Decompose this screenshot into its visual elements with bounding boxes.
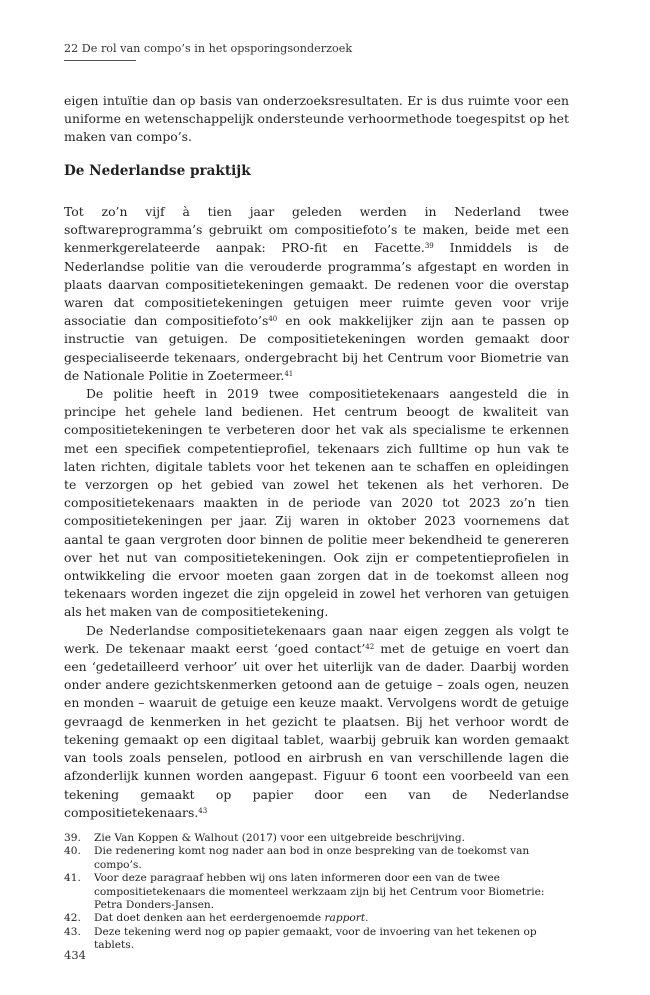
p3-text-b: met de getuige en voert dan een ‘gedetailleerd verhoor’ uit over het uiterlijk van de dader. Daarbij worden onder andere gezichtskenmerken getoond aan de getuige – zoals ogen, neuzen en monden – waaruit de getuige een keuze maakt. Vervolgens wordt de getuige gevraagd de kenmerken in het gezicht te plaatsen. Bij het verhoor wordt de tekening gemaakt op een digitaal tablet, waarbij gebruik kan worden gemaakt van tools zoals penselen, potlood en airbrush en van verschillende lagen die afzonderlijk kunnen worden aangepast. Figuur 6 toont een voorbeeld van een tekening gemaakt op papier door een van de Nederlandse compositietekenaars. (64, 640, 569, 820)
footnote-item (64, 912, 569, 925)
footnote-item (64, 832, 569, 845)
footnote-ref-41[interactable]: 41 (284, 369, 294, 378)
intro-paragraph-block (64, 92, 569, 147)
intro-paragraph: eigen intuïtie dan op basis van onderzoeksresultaten. Er is dus ruimte voor een uniforme en wetenschappelijk ondersteunde verhoormethode toegespitst op het maken van compo’s. (64, 93, 569, 145)
running-head-text: 22 De rol van compo’s in het opsporingsonderzoek (64, 42, 353, 55)
footnote-ref-43[interactable]: 43 (198, 806, 208, 815)
footnote-text-before: Dat doet denken aan het eerdergenoemde (94, 912, 325, 925)
footnote-item (64, 926, 569, 953)
footnote-text: Die redenering komt nog nader aan bod in onze bespreking van de toekomst van compo’s. (94, 845, 530, 871)
running-head-rule (64, 60, 136, 61)
footnote-text: Voor deze paragraaf hebben wij ons laten informeren door een van de twee compositietekenaars die momenteel werkzaam zijn bij het Centrum voor Biometrie: Petra Donders-Jansen. (94, 872, 545, 912)
section-title: De Nederlandse praktijk (64, 163, 251, 179)
footnote-number: 42. (64, 912, 81, 925)
p1-text-b: Inmiddels is de Nederlandse politie van die verouderde programma’s afgestapt en worden in plaats daarvan compositietekeningen gemaakt. De redenen voor die overstap waren dat compositietekeningen getuigen meer ruimte geven voor vrije associatie dan compositiefoto’s (64, 240, 569, 329)
footnote-number: 43. (64, 925, 81, 938)
footnote-item (64, 845, 569, 872)
running-head (64, 42, 564, 55)
paragraph-3 (64, 622, 569, 822)
footnote-text-after: . (365, 912, 369, 925)
p1-text-a: Tot zo’n vijf à tien jaar geleden werden in Nederland twee softwareprogramma’s gebruikt om compositiefoto’s te maken, beide met een kenmerkgerelateerde aanpak: PRO-fit en Facette. (64, 204, 569, 256)
footnote-ref-42[interactable]: 42 (365, 642, 375, 651)
p1-text-c: en ook makkelijker zijn aan te passen op instructie van getuigen. De compositietekeningen worden gemaakt door gespecialiseerde tekenaars, ondergebracht bij het Centrum voor Biometrie van de Nationale Politie in Zoetermeer. (64, 313, 569, 383)
footnote-number: 41. (64, 872, 81, 885)
p3-text-a: De Nederlandse compositietekenaars gaan naar eigen zeggen als volgt te werk. De tekenaar maakt eerst ‘goed contact’ (64, 622, 569, 656)
paragraph-1 (64, 203, 569, 385)
footnote-number: 40. (64, 845, 81, 858)
footnotes (64, 832, 569, 953)
footnote-text (94, 912, 569, 925)
footnote-text-italic: rapport (324, 912, 366, 925)
footnote-ref-39[interactable]: 39 (424, 242, 434, 251)
footnote-text: Deze tekening werd nog op papier gemaakt, voor de invoering van het tekenen op tablets. (94, 925, 537, 952)
footnote-item (64, 872, 569, 912)
footnote-ref-40[interactable]: 40 (268, 315, 278, 324)
footnote-number: 39. (64, 832, 81, 844)
page-number: 434 (64, 948, 86, 962)
main-text (64, 203, 569, 822)
footnote-text: Zie Van Koppen & Walhout (2017) voor een uitgebreide beschrijving. (94, 832, 465, 844)
paragraph-2: De politie heeft in 2019 twee compositietekenaars aangesteld die in principe het gehele land bedienen. Het centrum beoogt de kwaliteit van compositietekeningen te verbeteren door het vak als specialisme te erkennen met een specifiek competentieprofiel, tekenaars zich fulltime op hun vak te laten richten, digitale tablets voor het tekenen aan te schaffen en opleidingen te verzorgen op het gebied van zowel het tekenen als het verhoren. De compositietekenaars maakten in de periode van 2020 tot 2023 zo’n tien compositietekeningen per jaar. Zij waren in oktober 2023 voornemens dat aantal te gaan vergroten door binnen de politie meer bekendheid te genereren over het nut van compositietekeningen. Ook zijn er competentieprofielen in ontwikkeling die ervoor moeten gaan zorgen dat in de toekomst alleen nog tekenaars worden ingezet die zijn opgeleid in zowel het verhoren van getuigen als het maken van de compositietekening. (64, 386, 569, 620)
